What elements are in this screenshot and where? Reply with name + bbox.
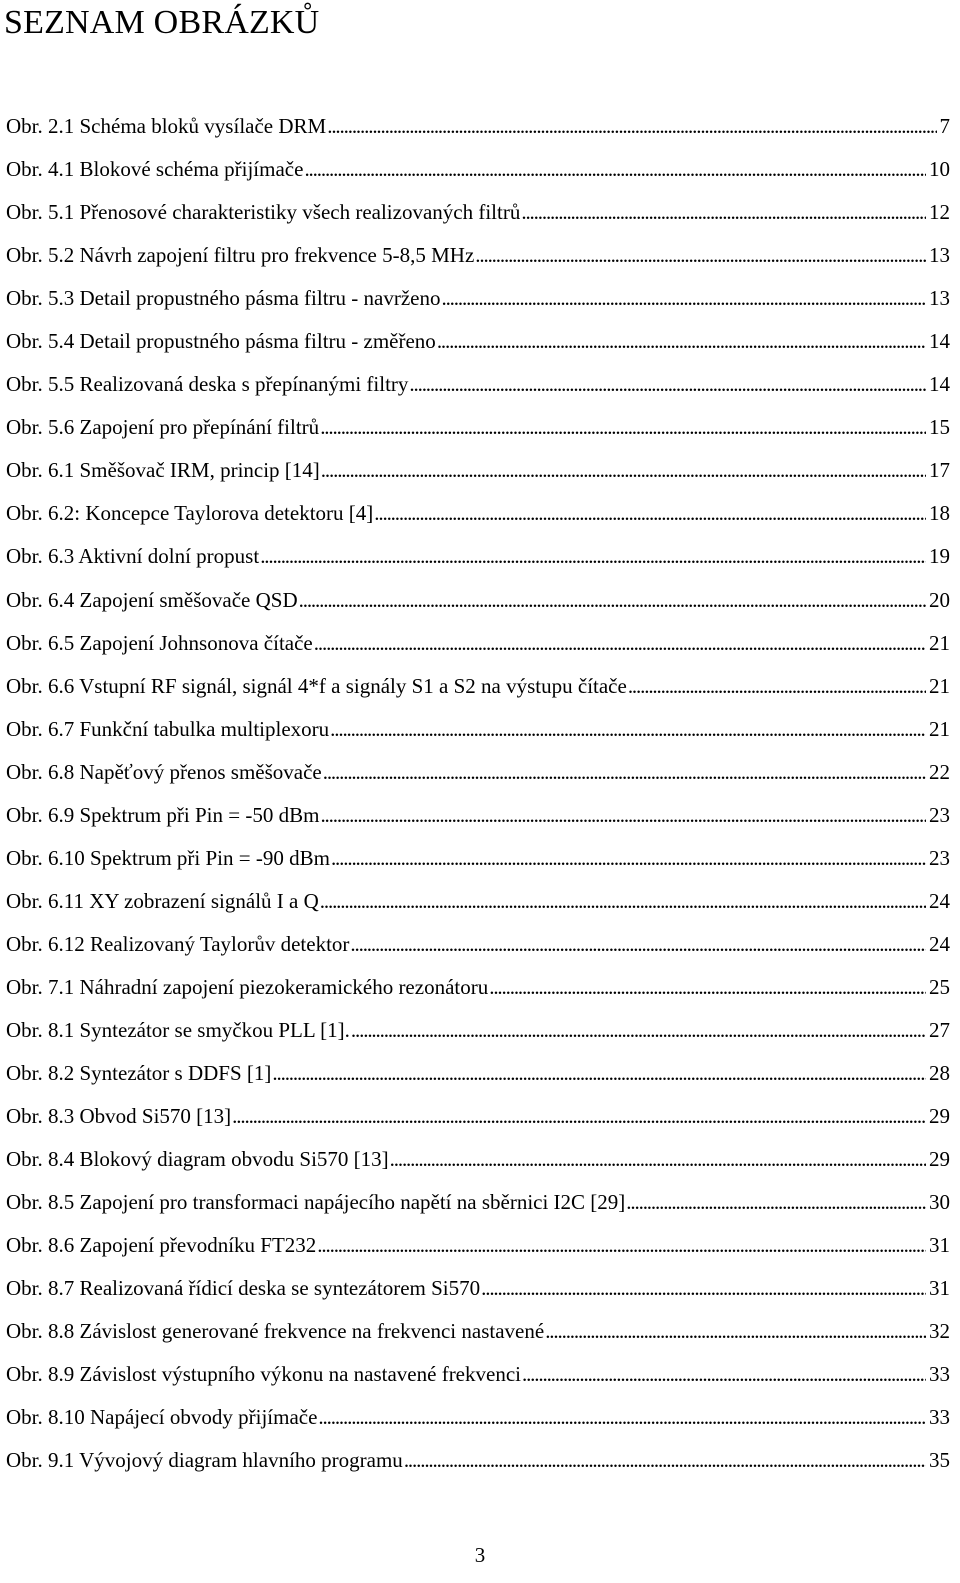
entry-label: Obr. 6.1 Směšovač IRM, princip [14] <box>6 458 320 483</box>
dot-leader <box>320 798 926 832</box>
list-item[interactable] <box>6 1271 950 1314</box>
list-item[interactable] <box>6 798 950 841</box>
entry-page: 22 <box>929 759 950 784</box>
list-item[interactable] <box>6 626 950 669</box>
list-item[interactable] <box>6 1357 950 1400</box>
dot-leader <box>304 152 926 186</box>
dot-leader <box>475 238 926 272</box>
entry-page: 33 <box>929 1362 950 1387</box>
list-item[interactable] <box>6 195 950 238</box>
entry-label: Obr. 8.1 Syntezátor se smyčkou PLL [1]. <box>6 1017 350 1042</box>
dot-leader <box>299 583 926 617</box>
list-item[interactable] <box>6 1400 950 1443</box>
list-item[interactable] <box>6 1443 950 1486</box>
entry-page: 29 <box>929 1147 950 1172</box>
entry-page: 24 <box>929 931 950 956</box>
dot-leader <box>409 367 926 401</box>
entry-page: 21 <box>929 716 950 741</box>
entry-page: 21 <box>929 673 950 698</box>
dot-leader <box>441 281 926 315</box>
entry-label: Obr. 6.12 Realizovaný Taylorův detektor <box>6 931 350 956</box>
dot-leader <box>314 626 926 660</box>
page-number: 3 <box>474 1543 486 1567</box>
entry-page: 13 <box>929 286 950 311</box>
entry-label: Obr. 6.7 Funkční tabulka multiplexoru <box>6 716 330 741</box>
entry-label: Obr. 6.2: Koncepce Taylorova detektoru [4] <box>6 501 374 526</box>
entry-page: 25 <box>929 974 950 999</box>
entry-page: 21 <box>929 630 950 655</box>
entry-page: 13 <box>929 243 950 268</box>
entry-label: Obr. 8.9 Závislost výstupního výkonu na nastavené frekvenci <box>6 1362 521 1387</box>
entry-label: Obr. 6.5 Zapojení Johnsonova čítače <box>6 630 313 655</box>
entry-label: Obr. 8.6 Zapojení převodníku FT232 <box>6 1233 317 1258</box>
list-item[interactable] <box>6 1056 950 1099</box>
entry-label: Obr. 5.4 Detail propustného pásma filtru - změřeno <box>6 329 436 354</box>
dot-leader <box>320 884 926 918</box>
dot-leader <box>321 453 926 487</box>
entry-page: 14 <box>929 329 950 354</box>
list-item[interactable] <box>6 453 950 496</box>
dot-leader <box>545 1314 926 1348</box>
entry-label: Obr. 8.5 Zapojení pro transformaci napájecího napětí na sběrnici I2C [29] <box>6 1190 626 1215</box>
list-item[interactable] <box>6 970 950 1013</box>
entry-page: 18 <box>929 501 950 526</box>
entry-label: Obr. 6.3 Aktivní dolní propust <box>6 544 260 569</box>
entry-page: 15 <box>929 415 950 440</box>
entry-page: 17 <box>929 458 950 483</box>
dot-leader <box>628 669 926 703</box>
list-item[interactable] <box>6 583 950 626</box>
entry-label: Obr. 5.6 Zapojení pro přepínání filtrů <box>6 415 320 440</box>
entry-page: 14 <box>929 372 950 397</box>
dot-leader <box>404 1443 926 1477</box>
dot-leader <box>327 109 936 143</box>
list-item[interactable] <box>6 1142 950 1185</box>
list-item[interactable] <box>6 755 950 798</box>
dot-leader <box>437 324 926 358</box>
figure-list <box>6 109 950 1487</box>
list-item[interactable] <box>6 109 950 152</box>
entry-label: Obr. 8.7 Realizovaná řídicí deska se syntezátorem Si570 <box>6 1276 481 1301</box>
entry-page: 33 <box>929 1405 950 1430</box>
entry-label: Obr. 8.10 Napájecí obvody přijímače <box>6 1405 318 1430</box>
list-item[interactable] <box>6 410 950 453</box>
dot-leader <box>318 1400 926 1434</box>
entry-label: Obr. 8.2 Syntezátor s DDFS [1] <box>6 1061 272 1086</box>
dot-leader <box>481 1271 926 1305</box>
entry-label: Obr. 6.6 Vstupní RF signál, signál 4*f a signály S1 a S2 na výstupu čítače <box>6 673 627 698</box>
list-item[interactable] <box>6 884 950 927</box>
dot-leader <box>320 410 926 444</box>
dot-leader <box>390 1142 926 1176</box>
list-item[interactable] <box>6 1013 950 1056</box>
entry-label: Obr. 6.9 Spektrum při Pin = -50 dBm <box>6 802 320 827</box>
list-item[interactable] <box>6 1099 950 1142</box>
entry-label: Obr. 8.3 Obvod Si570 [13] <box>6 1104 232 1129</box>
dot-leader <box>317 1228 926 1262</box>
entry-label: Obr. 4.1 Blokové schéma přijímače <box>6 157 304 182</box>
dot-leader <box>522 1357 926 1391</box>
entry-label: Obr. 6.4 Zapojení směšovače QSD <box>6 587 298 612</box>
list-item[interactable] <box>6 539 950 582</box>
entry-page: 19 <box>929 544 950 569</box>
dot-leader <box>489 970 926 1004</box>
dot-leader <box>331 841 926 875</box>
entry-label: Obr. 5.2 Návrh zapojení filtru pro frekvence 5-8,5 MHz <box>6 243 475 268</box>
entry-page: 20 <box>929 587 950 612</box>
entry-page: 32 <box>929 1319 950 1344</box>
entry-page: 23 <box>929 845 950 870</box>
list-item[interactable] <box>6 927 950 970</box>
list-item[interactable] <box>6 712 950 755</box>
list-item[interactable] <box>6 281 950 324</box>
entry-page: 35 <box>929 1448 950 1473</box>
dot-leader <box>323 755 926 789</box>
entry-page: 10 <box>929 157 950 182</box>
dot-leader <box>626 1185 926 1219</box>
list-item[interactable] <box>6 238 950 281</box>
entry-page: 23 <box>929 802 950 827</box>
list-item[interactable] <box>6 367 950 410</box>
list-item[interactable] <box>6 1185 950 1228</box>
entry-label: Obr. 5.3 Detail propustného pásma filtru - navrženo <box>6 286 441 311</box>
dot-leader <box>232 1099 926 1133</box>
list-item[interactable] <box>6 1228 950 1271</box>
entry-label: Obr. 7.1 Náhradní zapojení piezokeramického rezonátoru <box>6 974 489 999</box>
entry-page: 28 <box>929 1061 950 1086</box>
list-item[interactable] <box>6 152 950 195</box>
entry-label: Obr. 6.11 XY zobrazení signálů I a Q <box>6 888 319 913</box>
entry-page: 7 <box>939 114 950 138</box>
entry-label: Obr. 6.8 Napěťový přenos směšovače <box>6 759 322 784</box>
page-title: SEZNAM OBRÁZKŮ <box>4 4 320 41</box>
entry-label: Obr. 2.1 Schéma bloků vysílače DRM <box>6 114 327 138</box>
dot-leader <box>330 712 926 746</box>
dot-leader <box>521 195 926 229</box>
entry-label: Obr. 8.4 Blokový diagram obvodu Si570 [13] <box>6 1147 389 1172</box>
dot-leader <box>374 496 926 530</box>
dot-leader <box>350 927 926 961</box>
entry-page: 24 <box>929 888 950 913</box>
list-item[interactable] <box>6 496 950 539</box>
entry-label: Obr. 6.10 Spektrum při Pin = -90 dBm <box>6 845 330 870</box>
entry-page: 30 <box>929 1190 950 1215</box>
entry-label: Obr. 5.1 Přenosové charakteristiky všech realizovaných filtrů <box>6 200 521 225</box>
list-item[interactable] <box>6 1314 950 1357</box>
entry-page: 12 <box>929 200 950 225</box>
entry-page: 31 <box>929 1276 950 1301</box>
entry-label: Obr. 5.5 Realizovaná deska s přepínanými filtry <box>6 372 409 397</box>
list-item[interactable] <box>6 324 950 367</box>
dot-leader <box>272 1056 926 1090</box>
dot-leader <box>260 539 926 573</box>
entry-label: Obr. 9.1 Vývojový diagram hlavního programu <box>6 1448 403 1473</box>
entry-page: 31 <box>929 1233 950 1258</box>
dot-leader <box>351 1013 926 1047</box>
entry-page: 29 <box>929 1104 950 1129</box>
list-item[interactable] <box>6 841 950 884</box>
list-item[interactable] <box>6 669 950 712</box>
entry-label: Obr. 8.8 Závislost generované frekvence na frekvenci nastavené <box>6 1319 545 1344</box>
entry-page: 27 <box>929 1017 950 1042</box>
